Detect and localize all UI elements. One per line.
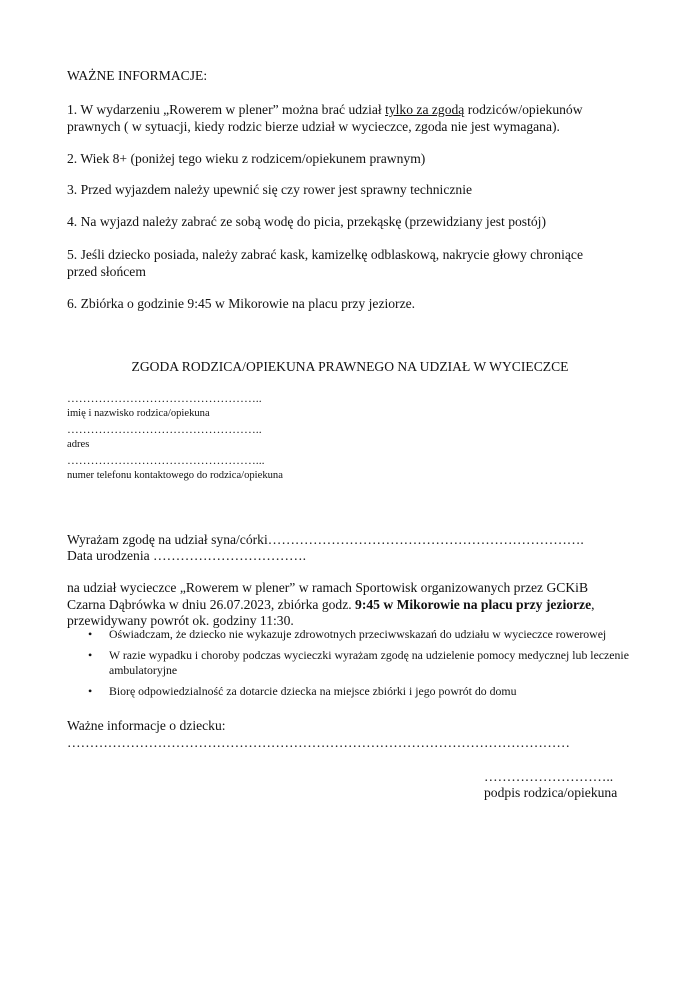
parent-name-label: imię i nazwisko rodzica/opiekuna bbox=[67, 408, 210, 419]
bullet-icon: • bbox=[88, 648, 93, 662]
address-label: adres bbox=[67, 439, 90, 450]
info-item-1-text-a: 1. W wydarzeniu „Rowerem w plener” można brać udział bbox=[67, 102, 386, 117]
declaration-text: Oświadczam, że dziecko nie wykazuje zdrowotnych przeciwwskazań do udziału w wycieczce rowerowej bbox=[109, 627, 607, 641]
child-info-field[interactable]: ………………………………………………………………………………………………… bbox=[67, 735, 570, 750]
bullet-icon: • bbox=[88, 627, 93, 641]
info-item-3: 3. Przed wyjazdem należy upewnić się czy rower jest sprawny technicznie bbox=[67, 182, 473, 197]
event-comma: , bbox=[591, 597, 595, 612]
event-date-text: Czarna Dąbrówka w dniu 26.07.2023, zbiórka godz. bbox=[67, 597, 356, 612]
info-item-1-line2: prawnych ( w sytuacji, kiedy rodzic bierze udział w wycieczce, zgoda nie jest wymagana). bbox=[67, 119, 560, 134]
phone-label: numer telefonu kontaktowego do rodzica/opiekuna bbox=[67, 470, 283, 481]
declaration-item bbox=[84, 627, 644, 642]
child-info-label: Ważne informacje o dziecku: bbox=[67, 718, 226, 733]
declaration-text: W razie wypadku i choroby podczas wycieczki wyrażam zgodę na udzielenie pomocy medycznej lub leczenie ambulatoryjne bbox=[109, 648, 629, 677]
info-item-4: 4. Na wyjazd należy zabrać ze sobą wodę do picia, przekąskę (przewidziany jest postój) bbox=[67, 214, 546, 229]
birth-date-field[interactable]: Data urodzenia ……………………………. bbox=[67, 548, 306, 563]
declaration-item bbox=[84, 684, 644, 699]
declaration-item bbox=[84, 648, 644, 678]
parent-name-field[interactable]: ………………………………………….. bbox=[67, 391, 262, 405]
event-meeting-place: 9:45 w Mikorowie na placu przy jeziorze bbox=[355, 597, 592, 612]
phone-field[interactable]: …………………………………………... bbox=[67, 453, 265, 467]
info-item-5: 5. Jeśli dziecko posiada, należy zabrać kask, kamizelkę odblaskową, nakrycie głowy chroniące bbox=[67, 247, 583, 262]
address-field[interactable]: ………………………………………….. bbox=[67, 422, 262, 436]
event-paragraph-line1: na udział wycieczce „Rowerem w plener” w ramach Sportowisk organizowanych przez GCKiB bbox=[67, 580, 589, 595]
declarations-list bbox=[84, 627, 644, 705]
bullet-icon: • bbox=[88, 684, 93, 698]
info-item-1 bbox=[67, 101, 583, 118]
event-paragraph-line3: przewidywany powrót ok. godziny 11:30. bbox=[67, 613, 294, 628]
info-item-1-text-b: rodziców/opiekunów bbox=[464, 102, 583, 117]
info-item-1-underlined: tylko za zgodą bbox=[385, 102, 465, 117]
declaration-text: Biorę odpowiedzialność za dotarcie dziecka na miejsce zbiórki i jego powrót do domu bbox=[109, 684, 517, 698]
info-item-2: 2. Wiek 8+ (poniżej tego wieku z rodzicem/opiekunem prawnym) bbox=[67, 151, 426, 166]
signature-field[interactable]: ……………………….. bbox=[484, 769, 614, 784]
consent-title: ZGODA RODZICA/OPIEKUNA PRAWNEGO NA UDZIAŁ W WYCIECZCE bbox=[131, 359, 569, 374]
info-item-5-line2: przed słońcem bbox=[67, 264, 146, 279]
event-paragraph-line2 bbox=[67, 596, 595, 613]
info-item-6: 6. Zbiórka o godzinie 9:45 w Mikorowie na placu przy jeziorze. bbox=[67, 296, 416, 311]
agree-child-field[interactable]: Wyrażam zgodę na udział syna/córki……………………………………………………………. bbox=[67, 532, 584, 547]
info-heading: WAŻNE INFORMACJE: bbox=[67, 68, 208, 83]
signature-label: podpis rodzica/opiekuna bbox=[484, 785, 618, 800]
